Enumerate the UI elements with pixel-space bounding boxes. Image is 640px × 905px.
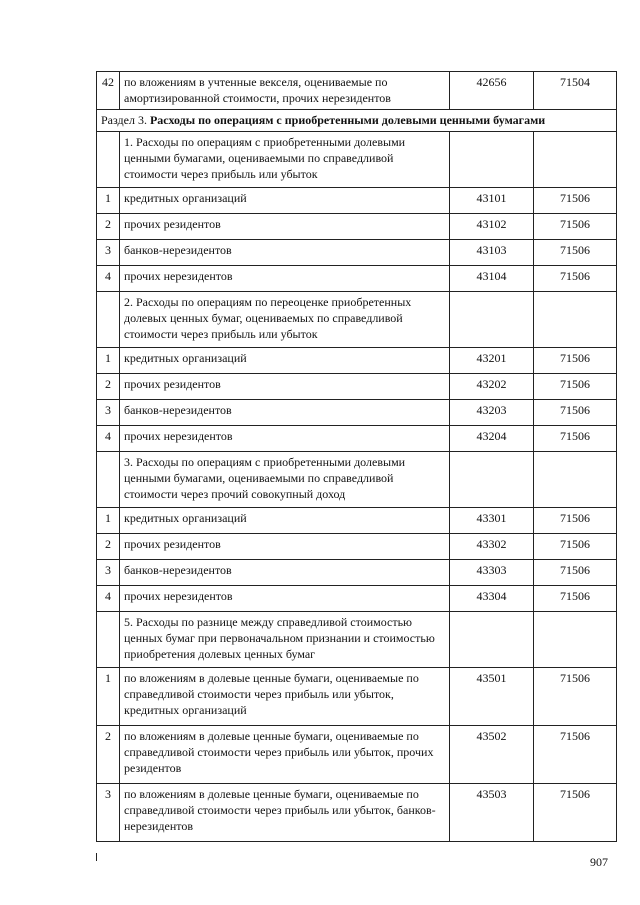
accounts-table-body xyxy=(97,72,617,842)
row-description: прочих резидентов xyxy=(120,534,450,560)
row-description: кредитных организаций xyxy=(120,188,450,214)
table-row xyxy=(97,784,617,842)
symbol-code: 71506 xyxy=(534,188,617,214)
row-number xyxy=(97,132,120,188)
row-number: 4 xyxy=(97,266,120,292)
account-code: 43503 xyxy=(450,784,534,842)
account-code xyxy=(450,132,534,188)
account-code: 43101 xyxy=(450,188,534,214)
row-description: банков-нерезидентов xyxy=(120,400,450,426)
symbol-code: 71506 xyxy=(534,240,617,266)
account-code: 43303 xyxy=(450,560,534,586)
table-row xyxy=(97,400,617,426)
group-heading: 2. Расходы по операциям по переоценке приобретенных долевых ценных бумаг, оцениваемых по справедливой стоимости через прибыль или убыток xyxy=(120,292,450,348)
row-description: кредитных организаций xyxy=(120,348,450,374)
account-code xyxy=(450,292,534,348)
account-code: 43202 xyxy=(450,374,534,400)
account-code: 43103 xyxy=(450,240,534,266)
table-row xyxy=(97,426,617,452)
row-description: прочих нерезидентов xyxy=(120,266,450,292)
row-number: 2 xyxy=(97,214,120,240)
row-description: банков-нерезидентов xyxy=(120,240,450,266)
account-code: 43204 xyxy=(450,426,534,452)
symbol-code: 71506 xyxy=(534,348,617,374)
group-heading-row xyxy=(97,612,617,668)
row-number: 1 xyxy=(97,668,120,726)
table-row xyxy=(97,726,617,784)
group-heading-row xyxy=(97,292,617,348)
row-description: по вложениям в учтенные векселя, оцениваемые по амортизированной стоимости, прочих нерезидентов xyxy=(120,72,450,110)
symbol-code: 71506 xyxy=(534,560,617,586)
table-row xyxy=(97,668,617,726)
row-number: 1 xyxy=(97,508,120,534)
row-description: банков-нерезидентов xyxy=(120,560,450,586)
row-number: 1 xyxy=(97,188,120,214)
table-row xyxy=(97,72,617,110)
account-code: 43501 xyxy=(450,668,534,726)
table-row xyxy=(97,188,617,214)
group-heading: 3. Расходы по операциям с приобретенными долевыми ценными бумагами, оцениваемыми по справедливой стоимости через прочий совокупный доход xyxy=(120,452,450,508)
table-row xyxy=(97,560,617,586)
row-description: прочих резидентов xyxy=(120,374,450,400)
table-row xyxy=(97,374,617,400)
symbol-code: 71506 xyxy=(534,426,617,452)
row-number: 42 xyxy=(97,72,120,110)
account-code: 43502 xyxy=(450,726,534,784)
table-row xyxy=(97,508,617,534)
symbol-code: 71506 xyxy=(534,508,617,534)
account-code: 43201 xyxy=(450,348,534,374)
row-description: кредитных организаций xyxy=(120,508,450,534)
symbol-code: 71506 xyxy=(534,726,617,784)
table-row xyxy=(97,534,617,560)
table-row xyxy=(97,240,617,266)
symbol-code: 71506 xyxy=(534,214,617,240)
row-number: 1 xyxy=(97,348,120,374)
row-description: прочих нерезидентов xyxy=(120,426,450,452)
account-code: 43301 xyxy=(450,508,534,534)
account-code xyxy=(450,612,534,668)
row-description: по вложениям в долевые ценные бумаги, оцениваемые по справедливой стоимости через прибыль или убыток, кредитных организаций xyxy=(120,668,450,726)
account-code: 43304 xyxy=(450,586,534,612)
row-number: 3 xyxy=(97,784,120,842)
group-heading-row xyxy=(97,452,617,508)
row-number: 4 xyxy=(97,586,120,612)
symbol-code xyxy=(534,612,617,668)
row-description: прочих резидентов xyxy=(120,214,450,240)
row-description: по вложениям в долевые ценные бумаги, оцениваемые по справедливой стоимости через прибыль или убыток, прочих резидентов xyxy=(120,726,450,784)
symbol-code: 71506 xyxy=(534,534,617,560)
group-heading-row xyxy=(97,132,617,188)
row-number: 4 xyxy=(97,426,120,452)
group-heading: 5. Расходы по разнице между справедливой стоимостью ценных бумаг при первоначальном признании и стоимостью приобретения долевых ценных бумаг xyxy=(120,612,450,668)
account-code: 42656 xyxy=(450,72,534,110)
row-number: 2 xyxy=(97,374,120,400)
account-code: 43203 xyxy=(450,400,534,426)
row-number: 3 xyxy=(97,560,120,586)
row-description: прочих нерезидентов xyxy=(120,586,450,612)
table-edge-line xyxy=(96,853,97,861)
row-number: 3 xyxy=(97,400,120,426)
table-row xyxy=(97,214,617,240)
symbol-code: 71506 xyxy=(534,400,617,426)
table-row xyxy=(97,348,617,374)
account-code: 43104 xyxy=(450,266,534,292)
symbol-code: 71504 xyxy=(534,72,617,110)
row-description: по вложениям в долевые ценные бумаги, оцениваемые по справедливой стоимости через прибыль или убыток, банков-нерезидентов xyxy=(120,784,450,842)
symbol-code: 71506 xyxy=(534,374,617,400)
row-number xyxy=(97,292,120,348)
row-number: 2 xyxy=(97,726,120,784)
symbol-code xyxy=(534,132,617,188)
symbol-code: 71506 xyxy=(534,266,617,292)
section-prefix: Раздел 3. xyxy=(101,113,147,127)
section-title: Расходы по операциям с приобретенными долевыми ценными бумагами xyxy=(149,113,546,127)
symbol-code xyxy=(534,292,617,348)
account-code: 43102 xyxy=(450,214,534,240)
row-number xyxy=(97,612,120,668)
page-number: 907 xyxy=(590,855,608,869)
table-row xyxy=(97,266,617,292)
row-number: 3 xyxy=(97,240,120,266)
symbol-code: 71506 xyxy=(534,668,617,726)
row-number: 2 xyxy=(97,534,120,560)
symbol-code: 71506 xyxy=(534,784,617,842)
row-number xyxy=(97,452,120,508)
symbol-code xyxy=(534,452,617,508)
account-code: 43302 xyxy=(450,534,534,560)
symbol-code: 71506 xyxy=(534,586,617,612)
account-code xyxy=(450,452,534,508)
group-heading: 1. Расходы по операциям с приобретенными долевыми ценными бумагами, оцениваемыми по справедливой стоимости через прибыль или убыток xyxy=(120,132,450,188)
table-row xyxy=(97,586,617,612)
section-heading xyxy=(97,110,617,132)
accounts-table xyxy=(96,71,617,842)
section-row xyxy=(97,110,617,132)
